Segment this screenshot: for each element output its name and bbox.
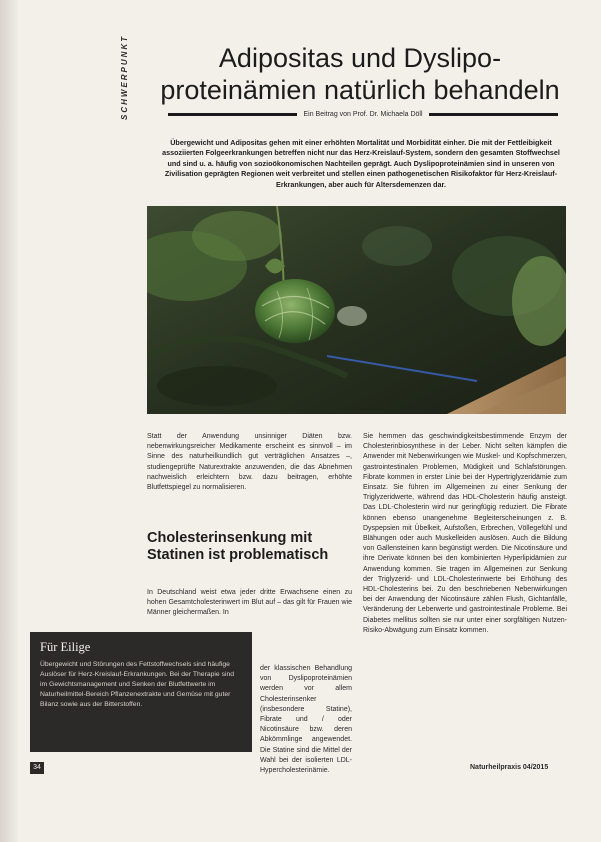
body-paragraph-left-cont: der klassischen Behandlung von Dyslipoproteinämien werden vor allem Cholesterinsenker (insbesondere Statine), Fibrate und / oder Nicotinsäure bzw. deren Abkömmlinge angewendet. Die Statine sind die Mittel der Wahl bei der isolierten LDL-Hypercholesterinämie.	[260, 665, 352, 775]
summary-box-title: Für Eilige	[40, 640, 91, 654]
summary-box	[30, 632, 252, 752]
body-paragraph-right: Sie hemmen das geschwindigkeitsbestimmende Enzym der Cholesterinbiosynthese in der Leber. Nicht selten kämpfen die Anwender mit Nebenwirkungen wie Muskel- und Kopfschmerzen, gastrointestinalen Problemen, Müdigkeit und Schlafstörungen. Fibrate kommen in erster Linie bei der Hypertriglyzeridämie zum Einsatz. Sie führen im Allgemeinen zu einer Senkung der Triglyzeridwerte, während das HDL-Cholesterin häufig ansteigt. Das LDL-Cholesterin wird nur geringfügig reduziert. Die Fibrate können ebenso unangenehme Begleiterscheinungen z. B. Dyspepsien mit Übelkeit, Aufstoßen, Erbrechen, Völlegefühl und Blähungen oder auch Muskelleiden auslösen. Auch die Bildung von Gallensteinen kann begünstigt werden. Die Nicotinsäure und ihre Derivate können bei den kombinierten Hyperlipidämien zur Anwendung kommen. Sie tragen im Allgemeinen zur Senkung der Triglyzerid- und LDL-Cholesterinwerte bei Erhöhung des HDL-Cholesterins bei. Zu den beschriebenen Nebenwirkungen bei der Anwendung der Nicotinsäure zählen Flush, Gichtanfälle, Veränderung der Leberwerte und gastrointestinale Probleme. Bei Diabetes mellitus sollten sie nur unter einer sorgfältigen Nutzen-Risiko-Abwägung zum Einsatz kommen.	[363, 433, 567, 634]
byline: Ein Beitrag von Prof. Dr. Michaela Döll	[303, 110, 423, 118]
footer-publication: Naturheilpraxis 04/2015	[470, 764, 549, 771]
section-tag: SCHWERPUNKT	[120, 34, 129, 120]
byline-row	[168, 108, 558, 120]
summary-box-text: Übergewicht und Störungen des Fettstoffwechsels sind häufige Auslöser für Herz-Kreislauf-Erkrankungen. Bei der Therapie sind im Gewichtsmanagement und Senken der Blutfettwerte im Naturheilmittel-Bereich Pflanzenextrakte und Gemüse mit guter Bilanz sowie aus der Bitterstoffen.	[40, 661, 235, 708]
plant-photo	[147, 206, 566, 414]
byline-rule-left	[168, 113, 297, 116]
byline-rule-right	[429, 113, 558, 116]
article-title: Adipositas und Dyslipo-proteinämien natürlich behandeln	[160, 43, 560, 106]
page-binding-shadow	[0, 0, 18, 842]
plant-photo-icon	[147, 206, 566, 414]
section-subhead: Cholesterinsenkung mit Statinen ist problematisch	[147, 530, 329, 563]
intro-paragraph: Statt der Anwendung unsinniger Diäten bzw. nebenwirkungsreicher Medikamente erscheint es sinnvoll – im Sinne des naturheilkundlich gut verträglichen Ansatzes –, studiengeprüfte Naturextrakte anzuwenden, die das Abnehmen nachweislich erleichtern bzw. dazu beitragen, erhöhte Blutfettspiegel zu normalisieren.	[147, 433, 352, 492]
lead-paragraph: Übergewicht und Adipositas gehen mit einer erhöhten Mortalität und Morbidität einher. Die mit der Fettleibigkeit assoziierten Folgeerkrankungen betreffen nicht nur das Herz-Kreislauf-System, sondern den gesamten Stoffwechsel und sind u. a. häufig von sozioökonomischen Nachteilen geprägt. Auch Dyslipoproteinämien sind in unseren von Zivilisation geprägten Regionen weit verbreitet und stellen einen pathogenetischen Risikofaktor für Herz-Kreislauf-Erkrankungen, aber auch für Altersdemenzen dar.	[162, 138, 560, 189]
page-number: 34	[30, 762, 44, 774]
body-paragraph-left: In Deutschland weist etwa jeder dritte Erwachsene einen zu hohen Gesamtcholesterinwert im Blut auf – das gilt für Frauen wie Männer gleichermaßen. In	[147, 589, 352, 617]
